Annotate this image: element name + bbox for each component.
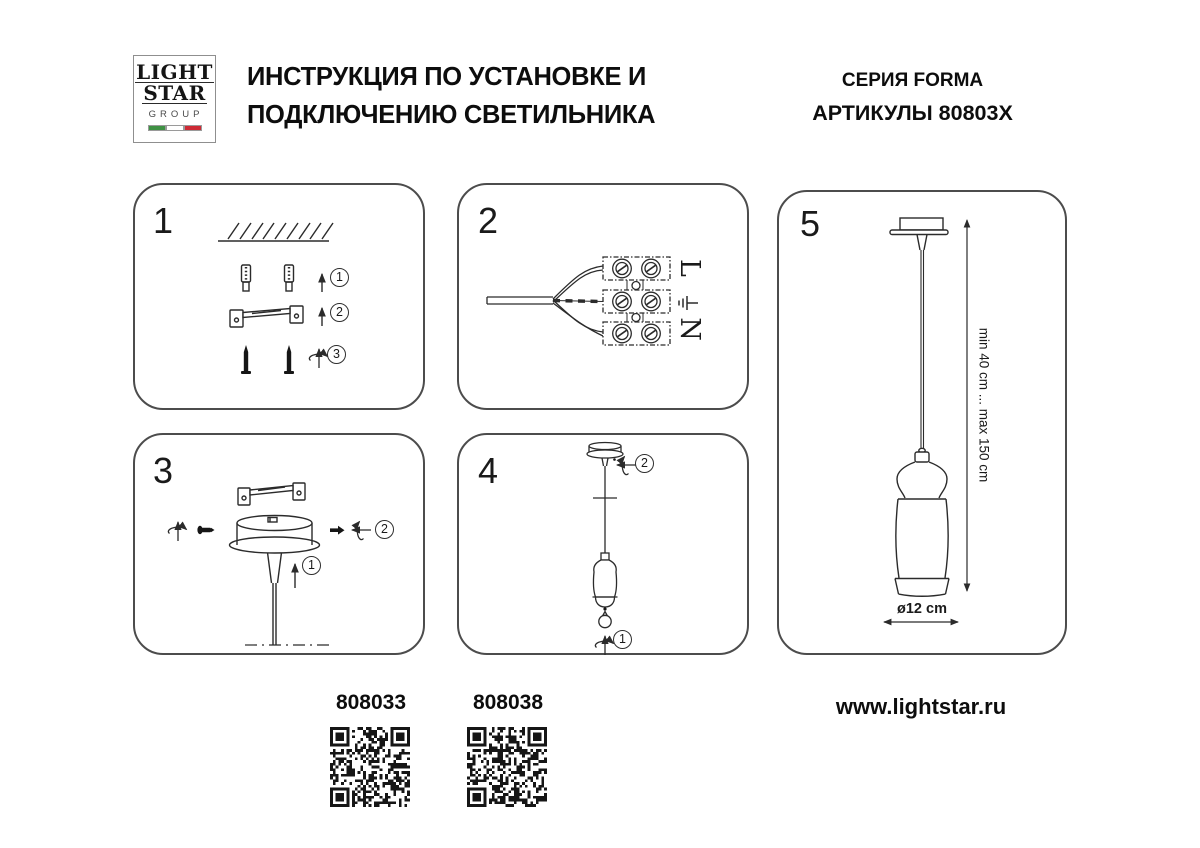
step3-annotation-1: 1 xyxy=(302,556,321,575)
step2-panel xyxy=(457,183,749,410)
step2-number: 2 xyxy=(478,200,499,241)
italian-flag-icon xyxy=(148,125,202,131)
height-dimension-label: min 40 cm ... max 150 cm xyxy=(976,327,992,483)
step3-annotation-2: 2 xyxy=(375,520,394,539)
step4-annotation-1: 1 xyxy=(613,630,632,649)
terminal-label-neutral: N xyxy=(674,317,706,341)
series-name: СЕРИЯ FORMA xyxy=(841,70,984,91)
flag-green xyxy=(148,125,166,131)
flag-red xyxy=(184,125,202,131)
step1-number: 1 xyxy=(153,200,174,241)
step1-annotation-1: 1 xyxy=(330,268,349,287)
step1-annotation-2: 2 xyxy=(330,303,349,322)
website-url: www.lightstar.ru xyxy=(835,694,1007,719)
lightstar-logo xyxy=(133,55,216,143)
logo-star: STAR xyxy=(143,81,206,105)
step4-panel xyxy=(457,433,749,655)
step3-number: 3 xyxy=(153,450,174,491)
step3-panel xyxy=(133,433,425,655)
article-code-1: 808033 xyxy=(335,691,407,714)
step5-panel xyxy=(777,190,1067,655)
qr-code-1 xyxy=(330,727,410,807)
logo-light: LIGHT xyxy=(136,60,213,84)
logo-group: GROUP xyxy=(148,109,204,120)
step4-annotation-2: 2 xyxy=(635,454,654,473)
step1-panel xyxy=(133,183,425,410)
article-code-2: 808038 xyxy=(472,691,544,714)
flag-white xyxy=(166,125,184,131)
title-line-2: ПОДКЛЮЧЕНИЮ СВЕТИЛЬНИКА xyxy=(247,101,656,129)
terminal-label-live: L xyxy=(674,259,706,277)
title-line-1: ИНСТРУКЦИЯ ПО УСТАНОВКЕ И xyxy=(247,63,646,91)
qr-code-2 xyxy=(467,727,547,807)
diameter-dimension-label: ø12 cm xyxy=(897,601,947,617)
step5-number: 5 xyxy=(800,203,821,244)
page-title xyxy=(247,58,655,134)
step1-annotation-3: 3 xyxy=(327,345,346,364)
articles-code: АРТИКУЛЫ 80803X xyxy=(812,101,1013,125)
step4-number: 4 xyxy=(478,450,499,491)
